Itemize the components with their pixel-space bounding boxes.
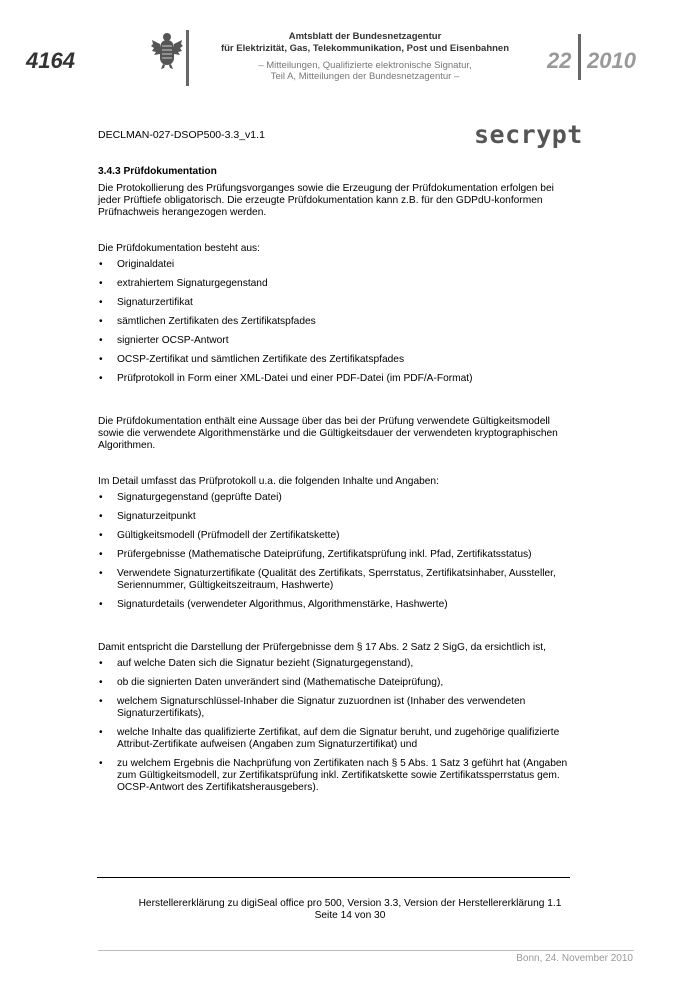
journal-title-line2: für Elektrizität, Gas, Telekommunikation, Post und Eisenbahnen	[220, 43, 510, 54]
footer-declaration: Herstellererklärung zu digiSeal office pro 500, Version 3.3, Version der Herstellererklärung 1.1	[138, 898, 562, 909]
federal-eagle-icon	[150, 30, 184, 70]
protocol-contents-list	[98, 492, 576, 611]
list2-intro: Im Detail umfasst das Prüfprotokoll u.a. die folgenden Inhalte und Angaben:	[98, 476, 439, 487]
section-title: 3.4.3 Prüfdokumentation	[98, 166, 217, 177]
main-content	[98, 166, 576, 801]
list-item: • sämtlichen Zertifikaten des Zertifikatspfades	[99, 316, 316, 327]
list-item: • Signaturzertifikat	[99, 297, 193, 308]
bullet-icon: •	[99, 316, 103, 327]
bullet-icon: •	[99, 259, 103, 270]
bullet-icon: •	[99, 278, 103, 289]
bullet-icon: •	[99, 297, 103, 308]
list-item: • signierter OCSP-Antwort	[99, 335, 229, 346]
list-item: • Prüfergebnisse (Mathematische Dateiprüfung, Zertifikatsprüfung inkl. Pfad, Zertifikatsstatus)	[99, 549, 532, 560]
intro-paragraph: Die Protokollierung des Prüfungsvorganges sowie die Erzeugung der Prüfdokumentation erfolgen bei jeder Prüftiefe obligatorisch. Die erzeugte Prüfdokumentation kann z.B. für den GDPdU-konformen Prüfnachweis herangezogen werden.	[98, 183, 554, 218]
bullet-icon: •	[99, 549, 103, 560]
journal-subtitle-line2: Teil A, Mitteilungen der Bundesnetzagentur –	[270, 71, 460, 82]
list3-intro: Damit entspricht die Darstellung der Prüfergebnisse dem § 17 Abs. 2 Satz 2 SigG, da ersichtlich ist,	[98, 642, 546, 653]
list-item: • Originaldatei	[99, 259, 175, 270]
bullet-icon: •	[99, 677, 103, 688]
issue-divider	[578, 34, 581, 80]
list-item: • Gültigkeitsmodell (Prüfmodell der Zertifikatskette)	[99, 530, 340, 541]
list-item: • OCSP-Zertifikat und sämtlichen Zertifikate des Zertifikatspfades	[99, 354, 405, 365]
bullet-icon: •	[99, 335, 103, 346]
bullet-icon: •	[99, 373, 103, 384]
bottom-rule	[98, 950, 634, 951]
bullet-icon: •	[99, 511, 103, 522]
bullet-icon: •	[99, 492, 103, 503]
list-item: • Prüfprotokoll in Form einer XML-Datei und einer PDF-Datei (im PDF/A-Format)	[99, 373, 473, 384]
page-number: 4164	[26, 48, 75, 73]
list-item: • Signaturgegenstand (geprüfte Datei)	[99, 492, 282, 503]
list-item: • Signaturdetails (verwendeter Algorithmus, Algorithmenstärke, Hashwerte)	[99, 599, 448, 610]
bullet-icon: •	[99, 599, 103, 610]
list-item: • Verwendete Signaturzertifikate (Qualität des Zertifikats, Sperrstatus, Zertifikatsinhaber, Aussteller, Seriennummer, Gültigkeitszeitraum, Hashwerte)	[99, 568, 556, 591]
issue-number: 22	[547, 48, 572, 73]
list-item: • auf welche Daten sich die Signatur bezieht (Signaturgegenstand),	[99, 658, 414, 669]
list-item: • zu welchem Ergebnis die Nachprüfung von Zertifikaten nach § 5 Abs. 1 Satz 3 geführt hat (Angaben zum Gültigkeitsmodell, zur Zertifikatsprüfung inkl. Zertifikatskette sowie Zertifikatssperrstatus gem. OCSP-Antwort des Zertifikatsherausgebers).	[99, 758, 568, 793]
bullet-icon: •	[99, 354, 103, 365]
list-item: • Signaturzeitpunkt	[99, 511, 196, 522]
list-item: • ob die signierten Daten unverändert sind (Mathematische Dateiprüfung),	[99, 677, 444, 688]
sigg-conformity-list	[98, 658, 576, 794]
footer-rule	[97, 877, 570, 878]
journal-title: Amtsblatt der Bundesnetzagentur	[288, 31, 442, 42]
list-item: • extrahiertem Signaturgegenstand	[99, 278, 268, 289]
secrypt-logo: secrypt	[474, 120, 583, 149]
list-item: • welche Inhalte das qualifizierte Zertifikat, auf dem die Signatur beruht, und zugehörige qualifizierte Attribut-Zertifikate aufweisen (Angaben zum Signaturzertifikat) und	[99, 727, 560, 750]
bullet-icon: •	[99, 727, 103, 738]
list1-intro: Die Prüfdokumentation besteht aus:	[98, 243, 260, 254]
bullet-icon: •	[99, 530, 103, 541]
publication-date: Bonn, 24. November 2010	[516, 953, 633, 964]
list-item: • welchem Signaturschlüssel-Inhaber die Signatur zuzuordnen ist (Inhaber des verwendeten Signaturzertifikats),	[99, 696, 526, 719]
issue-year: 2010	[587, 48, 636, 73]
journal-subtitle: – Mitteilungen, Qualifizierte elektronische Signatur,	[258, 60, 472, 71]
documentation-components-list	[98, 259, 576, 385]
masthead-divider	[186, 30, 189, 86]
footer-page-count: Seite 14 von 30	[314, 910, 386, 921]
bullet-icon: •	[99, 758, 103, 769]
bullet-icon: •	[99, 658, 103, 669]
bullet-icon: •	[99, 568, 103, 579]
bullet-icon: •	[99, 696, 103, 707]
validity-paragraph: Die Prüfdokumentation enthält eine Aussage über das bei der Prüfung verwendete Gültigkeitsmodell sowie die verwendete Algorithmenstärke und die Gültigkeitsdauer der verwendeten kryptographischen Algorithmen.	[98, 416, 558, 451]
document-id: DECLMAN-027-DSOP500-3.3_v1.1	[98, 129, 265, 141]
